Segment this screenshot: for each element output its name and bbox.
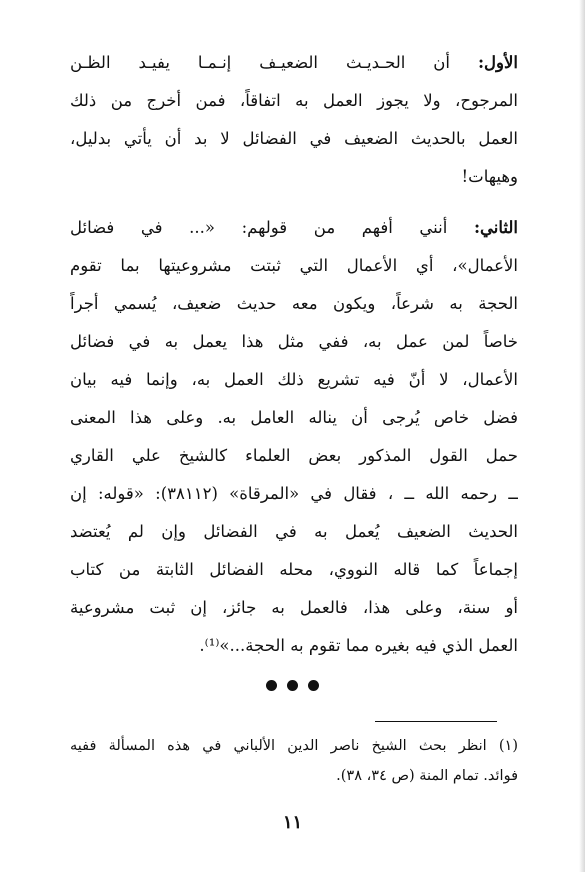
text-line: الحجة به شرعاً، ويكون معه حديث ضعيف، يُسمي أجراً [70,294,518,313]
text-line: المرجوح، ولا يجوز العمل به اتفاقاً، فمن أخرج من ذلك [70,91,518,110]
page-edge-shadow [579,0,585,872]
text-line: فضل خاص يُرجى أن يناله العامل به. وعلى هذا المعنى [70,408,518,427]
text-line: العمل بالحديث الضعيف في الفضائل لا بد أن يأتي بدليل، [70,129,518,148]
paragraph-lead: الأول: [477,53,518,72]
paragraph-second-point [70,209,518,665]
footnote-line: (١) انظر بحث الشيخ ناصر الدين الألباني في هذه المسألة ففيه [70,738,518,754]
text-line: وهيهات! [461,167,518,186]
text-line: خاصاً لمن عمل به، ففي مثل هذا يعمل به في فضائل [70,332,518,351]
text-line: إجماعاً كما قاله النووي، محله الفضائل الثابتة من كتاب [70,560,518,579]
text-line: حمل القول المذكور بعض العلماء كالشيخ علي القاري [70,446,518,465]
separator-dot [266,680,277,691]
footnote-line: فوائد. تمام المنة (ص ٣٤، ٣٨). [336,768,518,784]
text-line: الأول: أن الحـديـث الضعيـف إنـمـا يفيـد الظـن [70,53,518,72]
text-line: الأعمال، لا أنّ فيه تشريع ذلك العمل به، وإنما فيه بيان [70,370,518,389]
text-line: العمل الذي فيه بغيره مما تقوم به الحجة...»⁽¹⁾. [199,636,518,655]
text-line: الأعمال»، أي الأعمال التي ثبتت مشروعيتها بما تقوم [70,256,518,275]
text-line: الحديث الضعيف يُعمل به في الفضائل وإن لم يُعتضد [70,522,518,541]
text-line: أو سنة، وعلى هذا، فالعمل به جائز، إن ثبت مشروعية [70,598,518,617]
footnote [70,731,518,791]
text-line: الثاني: أنني أفهم من قولهم: «... في فضائل [70,218,518,237]
paragraph-lead: الثاني: [473,218,518,237]
paragraph-first-point [70,44,518,196]
page-number: ١١ [282,812,303,833]
footnote-rule [375,721,497,722]
text-line: ــ رحمه الله ــ ، فقال في «المرقاة» (٣٨١١٢): «قوله: إن [70,484,518,503]
separator-dot [287,680,298,691]
separator-dot [308,680,319,691]
section-separator [0,676,585,695]
